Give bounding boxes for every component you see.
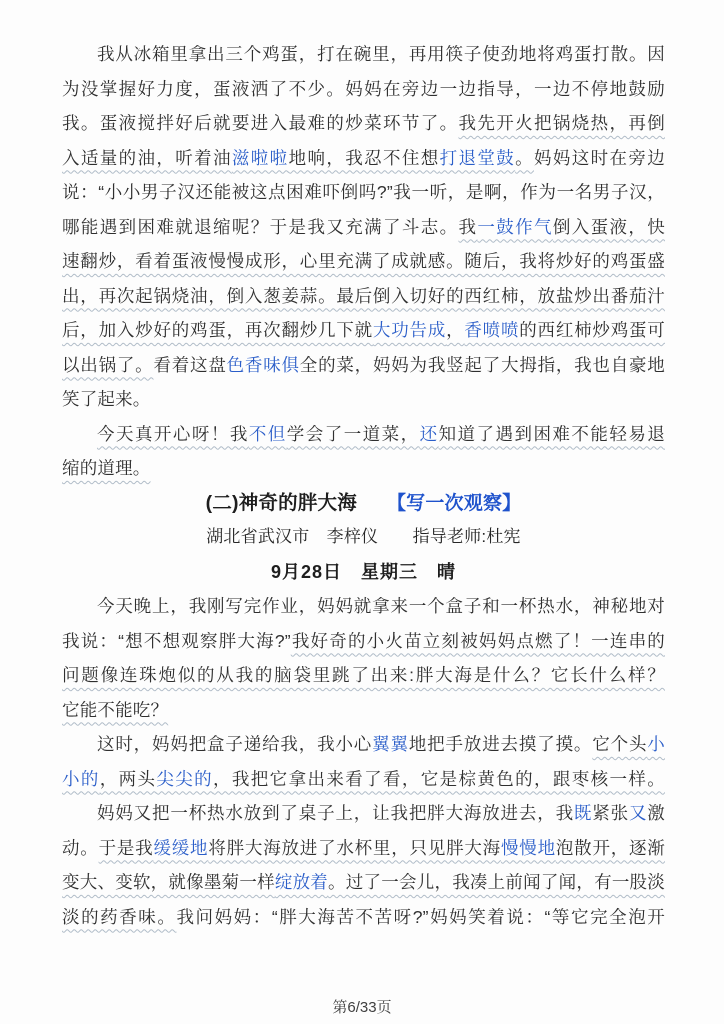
text-run: 我好奇的小火苗立刻被妈妈点燃了！一连串的 (290, 630, 665, 651)
essay-line (62, 417, 665, 452)
essay-line (62, 106, 665, 141)
wavy-underline-run (62, 769, 665, 789)
text-run: 我。蛋液搅拌好后就要进入最难的炒菜环节了。 (62, 113, 459, 133)
essay-line (62, 865, 665, 900)
wavy-underline-run (62, 355, 153, 375)
wavy-underline-run (459, 113, 666, 133)
essay-line (62, 900, 665, 935)
essay-line (62, 589, 665, 624)
essay-line (62, 72, 665, 107)
highlighted-phrase: 打退堂鼓 (439, 147, 516, 168)
wavy-underline-run (62, 148, 534, 168)
text-run: 地响，我忍不住想 (288, 147, 440, 168)
essay-line (62, 210, 665, 245)
text-run: 缩的道理。 (62, 458, 151, 478)
byline: 湖北省武汉市 李梓仪 指导老师:杜宪 (206, 527, 521, 546)
text-run: 地把手放进去摸了摸。 (408, 734, 593, 754)
essay-line (62, 831, 665, 866)
text-run: 说：“小小男子汉还能被这点困难吓倒吗?”我一听，是啊，作为一名男子汉， (62, 182, 665, 202)
text-run: 我问妈妈：“胖大海苦不苦呀?”妈妈笑着说：“等它完全泡开 (176, 906, 665, 927)
section-title-line (62, 486, 665, 521)
highlighted-phrase: 翼翼 (372, 734, 409, 754)
wavy-underline-run (99, 838, 665, 858)
highlighted-phrase: 小的 (62, 768, 100, 789)
wavy-underline-run (62, 907, 176, 927)
wavy-underline-run (62, 700, 168, 720)
essay-line (62, 37, 665, 72)
essay-line (62, 624, 665, 659)
text-run: 的西红柿炒鸡蛋可 (519, 320, 665, 340)
page-number: 第6/33页 (332, 999, 392, 1016)
highlighted-phrase: 尖尖的 (156, 768, 214, 789)
highlighted-phrase: 色香味俱 (226, 354, 300, 375)
text-run: 我 (458, 216, 478, 237)
wavy-underline-run (62, 320, 665, 340)
text-run: 全的菜，妈妈为我竖起了大拇指，我也自豪地 (299, 354, 665, 375)
text-run: 妈妈又把一杯热水放到了桌子上，让我把胖大海放进去，我 (97, 803, 574, 823)
text-run: 今天晚上，我刚写完作业，妈妈就拿来一个盒子和一杯热水，神秘地对 (97, 596, 665, 616)
essay-line (62, 796, 665, 831)
text-run: 。 (515, 147, 534, 168)
highlighted-phrase: 不但 (248, 423, 287, 444)
wavy-underline-run (291, 631, 665, 651)
text-run: 紧张 (592, 803, 629, 823)
text-run: 动。 (62, 837, 99, 858)
section-title: (二)神奇的胖大海 (205, 491, 357, 514)
essay-line (62, 279, 665, 314)
highlighted-phrase: 滋啦啦 (231, 147, 289, 168)
text-run: 我先开火把锅烧热，再倒 (458, 113, 665, 133)
highlighted-phrase: 一鼓作气 (477, 216, 553, 237)
highlighted-phrase: 慢慢地 (500, 837, 556, 858)
essay-line (62, 727, 665, 762)
text-run: 为没掌握好力度，蛋液洒了不少。妈妈在旁边一边指导，一边不停地鼓励 (62, 78, 665, 99)
text-run: ，我把它拿出来看了看，它是棕黄色的，跟枣核一样。 (213, 768, 665, 789)
essay-line (62, 175, 665, 210)
text-run: 知道了遇到困难不能轻易退 (438, 423, 665, 444)
wavy-underline-run (62, 286, 665, 306)
text-run: 淡的药香味。 (62, 906, 177, 927)
highlighted-phrase: 又 (628, 803, 648, 823)
wavy-underline-run (62, 251, 665, 271)
essay-line (62, 693, 665, 728)
text-run: 看着这盘 (153, 354, 227, 375)
text-run: 入适量的油，听着油 (62, 147, 232, 168)
wavy-underline-run (592, 734, 665, 754)
text-run: 于是我 (98, 837, 154, 858)
highlighted-phrase: 缓缓地 (153, 837, 209, 858)
highlighted-phrase: 香喷喷 (464, 320, 520, 340)
text-run: 今天真开心呀！我 (97, 423, 249, 444)
essay-line (62, 658, 665, 693)
highlighted-phrase: 既 (573, 803, 593, 823)
wavy-underline-run (62, 665, 665, 685)
text-run: 后，加入炒好的鸡蛋，再次翻炒几下就 (62, 320, 373, 340)
essay-line (62, 244, 665, 279)
text-run: 它个头 (592, 734, 648, 754)
essay-line (62, 451, 665, 486)
essay-body (62, 37, 665, 934)
essay-line (62, 382, 665, 417)
text-run: 这时，妈妈把盒子递给我，我小心 (97, 734, 373, 754)
wavy-underline-run (458, 217, 665, 237)
text-run: 。过了一会儿，我凑上前闻了闻，有一股淡 (328, 872, 665, 892)
text-run: 学会了一道菜， (286, 423, 420, 444)
title-tag: 【写一次观察】 (386, 492, 522, 514)
text-run: 它能不能吃？ (62, 699, 169, 720)
text-run: 笑了起来。 (62, 389, 151, 409)
wavy-underline-run (62, 872, 665, 892)
highlighted-phrase: 绽放着 (274, 872, 329, 892)
essay-line (62, 313, 665, 348)
text-run: 哪能遇到困难就退缩呢？于是我又充满了斗志。 (62, 216, 459, 237)
wavy-underline-run (62, 458, 151, 478)
date-line: 9月28日 星期三 晴 (270, 561, 457, 582)
text-run: 我从冰箱里拿出三个鸡蛋，打在碗里，再用筷子使劲地将鸡蛋打散。因 (97, 44, 665, 64)
wavy-underline-run (97, 424, 665, 444)
text-run: 我说：“想不想观察胖大海?” (62, 630, 291, 651)
highlighted-phrase: 还 (419, 423, 439, 444)
text-run: 泡散开，逐渐 (555, 837, 665, 858)
highlighted-phrase: 大功告成 (372, 320, 447, 340)
highlighted-phrase: 小 (647, 734, 665, 754)
essay-line (62, 141, 665, 176)
text-run: 变大、变软，就像墨菊一样 (62, 872, 275, 892)
text-run: 出，再次起锅烧油，倒入葱姜蒜。最后倒入切好的西红柿，放盐炒出番茄汁 (62, 285, 665, 306)
text-run: 将胖大海放进了水杯里，只见胖大海 (208, 837, 501, 858)
text-run: 激 (647, 803, 665, 823)
text-run: 以出锅了。 (62, 354, 154, 375)
essay-line (62, 348, 665, 383)
text-run: ， (446, 320, 465, 340)
text-run: 倒入蛋液，快 (552, 216, 665, 237)
text-run: 妈妈这时在旁边 (534, 147, 665, 168)
text-run: 问题像连珠炮似的从我的脑袋里跳了出来:胖大海是什么？它长什么样？ (62, 665, 665, 685)
essay-line (62, 762, 665, 797)
text-run: 速翻炒，看着蛋液慢慢成形，心里充满了成就感。随后，我将炒好的鸡蛋盛 (62, 251, 665, 271)
text-run: ，两头 (99, 768, 157, 789)
